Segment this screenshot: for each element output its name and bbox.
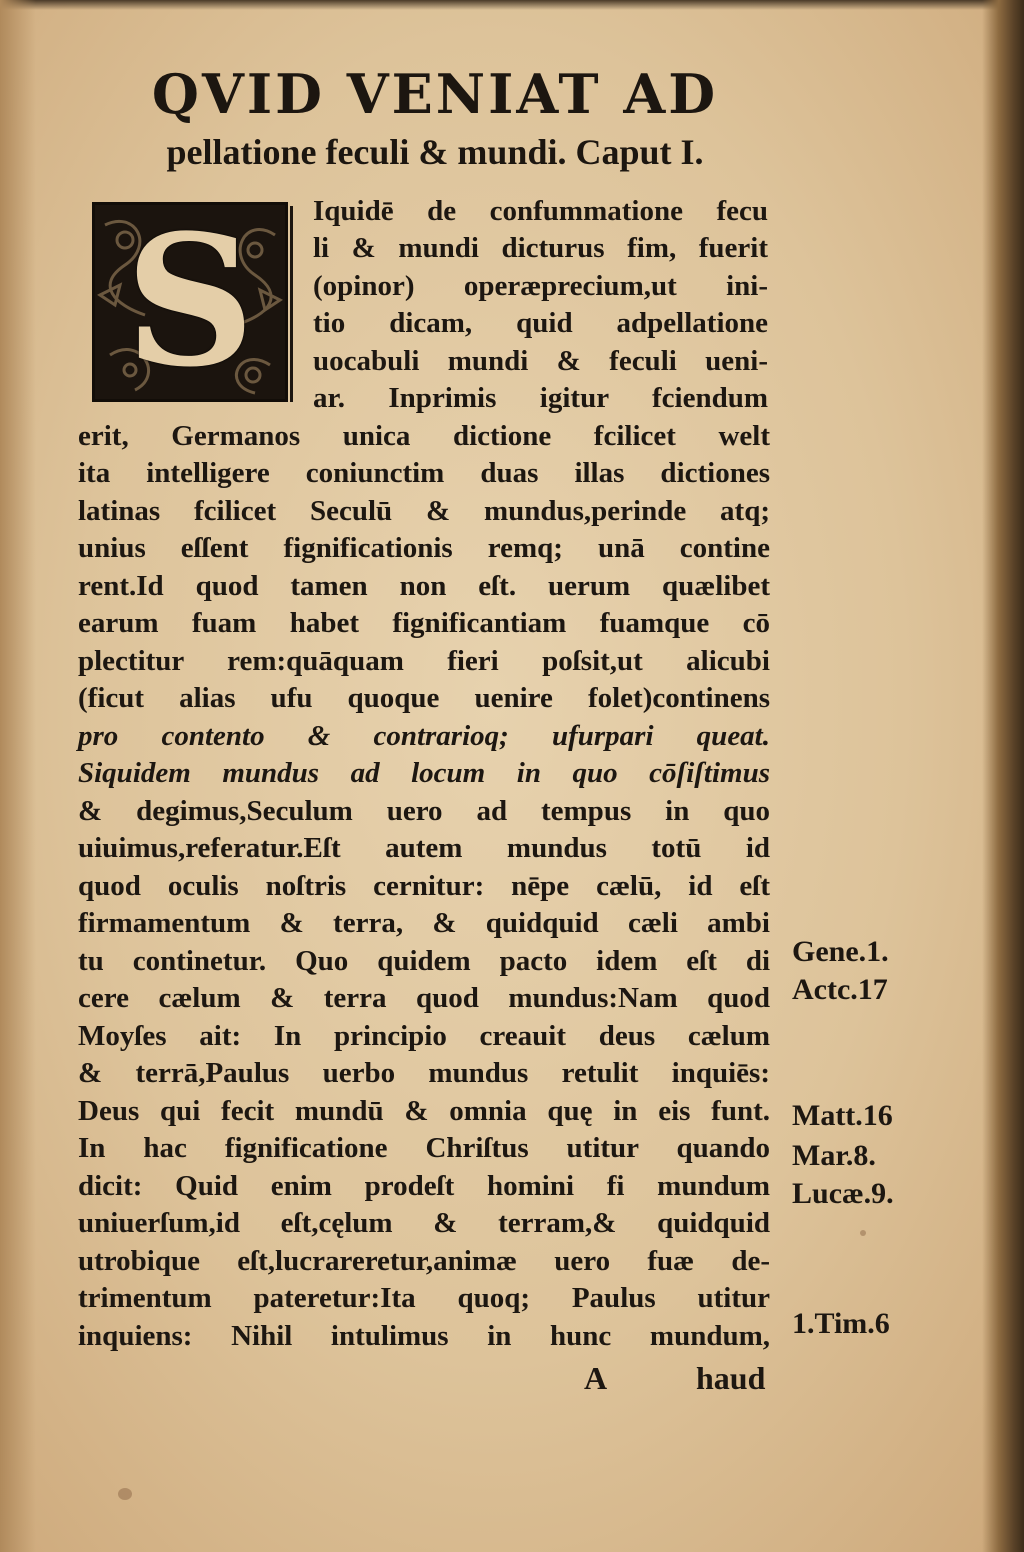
text-line: Iquidē de confummatione fecu <box>313 195 768 227</box>
margin-note: Lucæ.9. <box>792 1177 894 1210</box>
text-line: Siquidem mundus ad locum in quo cōſiſtimus <box>78 757 770 789</box>
chapter-subtitle: pellatione feculi & mundi. Caput I. <box>166 132 704 172</box>
text-line: utrobique eſt,lucrareretur,animæ uero fuæ de- <box>78 1245 770 1277</box>
text-line: uniuerſum,id eſt,cęlum & terram,& quidquid <box>78 1207 770 1239</box>
margin-note: Mar.8. <box>792 1139 876 1172</box>
catchword: haud <box>696 1360 766 1396</box>
margin-note: Gene.1. <box>792 935 889 968</box>
text-line: latinas fcilicet Seculū & mundus,perinde atq; <box>78 495 770 527</box>
text-line: cere cælum & terra quod mundus:Nam quod <box>78 982 770 1014</box>
text-line: & degimus,Seculum uero ad tempus in quo <box>78 795 770 827</box>
text-line: erit, Germanos unica dictione fcilicet welt <box>78 420 770 452</box>
text-line: unius eſſent fignificationis remq; unā contine <box>78 532 770 564</box>
text-line: ar. Inprimis igitur fciendum <box>313 382 768 414</box>
text-line: rent.Id quod tamen non eſt. uerum quælibet <box>78 570 770 602</box>
text-line: inquiens: Nihil intulimus in hunc mundum, <box>78 1320 770 1352</box>
text-line: & terrā,Paulus uerbo mundus retulit inquiēs: <box>78 1057 770 1089</box>
text-line: Deus qui fecit mundū & omnia quę in eis funt. <box>78 1095 770 1127</box>
text-line: trimentum pateretur:Ita quoq; Paulus utitur <box>78 1282 770 1314</box>
text-line: pro contento & contrarioq; ufurpari queat. <box>78 720 770 752</box>
text-line: quod oculis noſtris cernitur: nēpe cælū, id eſt <box>78 870 770 902</box>
text-line: In hac fignificatione Chriſtus utitur quando <box>78 1132 770 1164</box>
text-line: firmamentum & terra, & quidquid cæli ambi <box>78 907 770 939</box>
text-line: uiuimus,referatur.Eſt autem mundus totū id <box>78 832 770 864</box>
text-line: (ficut alias ufu quoque uenire folet)continens <box>78 682 770 714</box>
margin-note: Matt.16 <box>792 1099 893 1132</box>
text-line: tio dicam, quid adpellatione <box>313 307 768 339</box>
text-line: tu continetur. Quo quidem pacto idem eſt di <box>78 945 770 977</box>
text-line: li & mundi dicturus fim, fuerit <box>313 232 768 264</box>
chapter-title: QVID VENIAT AD <box>151 62 719 126</box>
margin-note: 1.Tim.6 <box>792 1307 890 1340</box>
text-line: uocabuli mundi & feculi ueni- <box>313 345 768 377</box>
text-line: ita intelligere coniunctim duas illas dictiones <box>78 457 770 489</box>
text-line: (opinor) operæprecium,ut ini- <box>313 270 768 302</box>
margin-note: Actc.17 <box>792 973 888 1006</box>
text-line: earum fuam habet fignificantiam fuamque cō <box>78 607 770 639</box>
text-line: dicit: Quid enim prodeſt homini fi mundum <box>78 1170 770 1202</box>
initial-letter: S <box>125 196 255 407</box>
text-line: plectitur rem:quāquam fieri poſsit,ut alicubi <box>78 645 770 677</box>
signature-mark: A <box>584 1360 608 1396</box>
text-line: Moyſes ait: In principio creauit deus cælum <box>78 1020 770 1052</box>
